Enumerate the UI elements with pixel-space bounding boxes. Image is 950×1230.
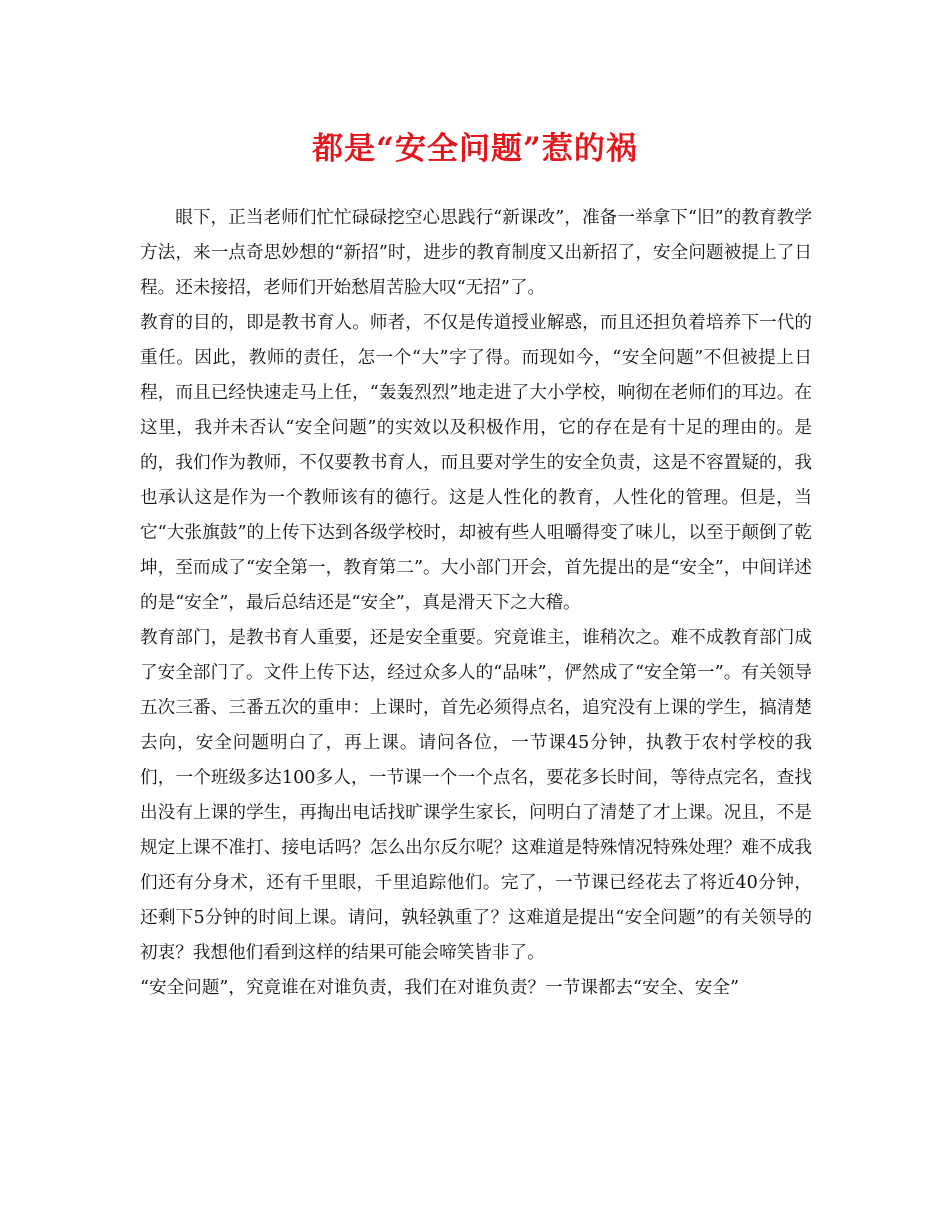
document-title: 都是“安全问题”惹的祸 [312, 131, 638, 167]
paragraph-safety-question: “安全问题”，究竟谁在对谁负责，我们在对谁负责？一节课都去“安全、安全” [140, 978, 739, 998]
paragraph-education-purpose: 教育的目的，即是教书育人。师者，不仅是传道授业解惑，而且还担负着培养下一代的重任。因此，教师的责任，怎一个“大”字了得。而现如今，“安全问题”不但被提上日程，而且已经快速走马上任，“轰轰烈烈”地走进了大小学校，响彻在老师们的耳边。在这里，我并未否认“安全问题”的实效以及积极作用，它的存在是有十足的理由的。是的，我们作为教师，不仅要教书育人，而且要对学生的安全负责，这是不容置疑的，我也承认这是作为一个教师该有的德行。这是人性化的教育，人性化的管理。但是，当它“大张旗鼓”的上传下达到各级学校时，却被有些人咀嚼得变了味儿，以至于颠倒了乾坤，至而成了“安全第一，教育第二”。大小部门开会，首先提出的是“安全”，中间详述的是“安全”，最后总结还是“安全”，真是滑天下之大稽。 [140, 313, 812, 613]
paragraph-education-department: 教育部门，是教书育人重要，还是安全重要。究竟谁主，谁稍次之。难不成教育部门成了安全部门了。文件上传下达，经过众多人的“品味”，俨然成了“安全第一”。有关领导五次三番、三番五次的重申：上课时，首先必须得点名，追究没有上课的学生，搞清楚去向，安全问题明白了，再上课。请问各位，一节课45分钟，执教于农村学校的我们，一个班级多达100多人，一节课一个一个点名，要花多长时间，等待点完名，查找出没有上课的学生，再掏出电话找旷课学生家长，问明白了清楚了才上课。况且，不是规定上课不准打、接电话吗？怎么出尔反尔呢？这难道是特殊情况特殊处理？难不成我们还有分身术，还有千里眼，千里追踪他们。完了，一节课已经花去了将近40分钟，还剩下5分钟的时间上课。请问，孰轻孰重了？这难道是提出“安全问题”的有关领导的初衷？我想他们看到这样的结果可能会啼笑皆非了。 [140, 628, 812, 963]
document-body [140, 201, 812, 1006]
paragraph-intro: 眼下，正当老师们忙忙碌碌挖空心思践行“新课改”，准备一举拿下“旧”的教育教学方法，来一点奇思妙想的“新招”时，进步的教育制度又出新招了，安全问题被提上了日程。还未接招，老师们开始愁眉苦脸大叹“无招”了。 [140, 208, 812, 298]
